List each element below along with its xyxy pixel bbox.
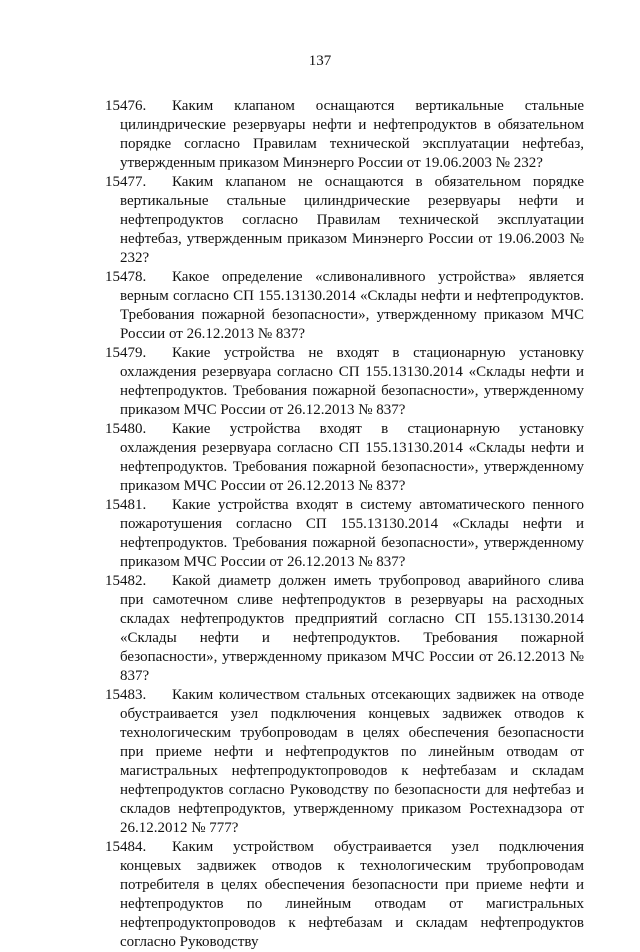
question-entry-15482: [105, 572, 584, 686]
question-number: 15482.: [105, 573, 147, 589]
question-text: Какие устройства входят в систему автоматического пенного пожаротушения согласно СП 155.13130.2014 «Склады нефти и нефтепродуктов. Требования пожарной безопасности», утвержденному приказом МЧС России от 26.12.2013 № 837?: [120, 497, 584, 570]
question-entry-15483: [105, 686, 584, 838]
question-number: 15480.: [105, 421, 147, 437]
question-entry-15477: [105, 173, 584, 268]
question-entry-15476: [105, 97, 584, 173]
question-entry-15481: [105, 496, 584, 572]
question-number: 15479.: [105, 345, 147, 361]
question-text: Какое определение «сливоналивного устройства» является верным согласно СП 155.13130.2014 «Склады нефти и нефтепродуктов. Требования пожарной безопасности», утвержденному приказом МЧС России от 26.12.2013 № 837?: [120, 269, 584, 342]
question-text: Каким количеством стальных отсекающих задвижек на отводе обустраивается узел подключения концевых задвижек отводов к технологическим трубопроводам в целях обеспечения безопасности при приеме нефти и нефтепродуктов по линейным отводам от магистральных нефтепродуктопроводов к нефтебазам и складам нефтепродуктов согласно Руководству по безопасности для нефтебаз и складов нефтепродуктов, утвержденному приказом Ростехнадзора от 26.12.2012 № 777?: [120, 687, 584, 836]
question-entry-15484: [105, 838, 584, 952]
question-number: 15477.: [105, 174, 147, 190]
question-text: Какие устройства не входят в стационарную установку охлаждения резервуара согласно СП 155.13130.2014 «Склады нефти и нефтепродуктов. Требования пожарной безопасности», утвержденному приказом МЧС России от 26.12.2013 № 837?: [120, 345, 584, 418]
question-entry-15480: [105, 420, 584, 496]
question-text: Каким клапаном не оснащаются в обязательном порядке вертикальные стальные цилиндрические резервуары нефти и нефтепродуктов согласно Правилам технической эксплуатации нефтебаз, утвержденным приказом Минэнерго России от 19.06.2003 № 232?: [120, 174, 584, 266]
question-text: Каким клапаном оснащаются вертикальные стальные цилиндрические резервуары нефти и нефтепродуктов в обязательном порядке согласно Правилам технической эксплуатации нефтебаз, утвержденным приказом Минэнерго России от 19.06.2003 № 232?: [120, 98, 584, 171]
question-text: Какие устройства входят в стационарную установку охлаждения резервуара согласно СП 155.13130.2014 «Склады нефти и нефтепродуктов. Требования пожарной безопасности», утвержденному приказом МЧС России от 26.12.2013 № 837?: [120, 421, 584, 494]
question-number: 15484.: [105, 839, 147, 855]
question-number: 15478.: [105, 269, 147, 285]
document-body: [105, 97, 584, 952]
question-entry-15479: [105, 344, 584, 420]
page-number: 137: [308, 53, 332, 69]
question-number: 15481.: [105, 497, 147, 513]
question-entry-15478: [105, 268, 584, 344]
question-number: 15476.: [105, 98, 147, 114]
question-text: Какой диаметр должен иметь трубопровод аварийного слива при самотечном сливе нефтепродуктов в резервуары на расходных складах нефтепродуктов предприятий согласно СП 155.13130.2014 «Склады нефти и нефтепродуктов. Требования пожарной безопасности», утвержденному приказом МЧС России от 26.12.2013 № 837?: [120, 573, 584, 684]
question-number: 15483.: [105, 687, 147, 703]
question-text: Каким устройством обустраивается узел подключения концевых задвижек отводов к технологическим трубопроводам потребителя в целях обеспечения безопасности при приеме нефти и нефтепродуктов по линейным отводам от магистральных нефтепродуктопроводов к нефтебазам и складам нефтепродуктов согласно Руководству: [120, 839, 584, 950]
